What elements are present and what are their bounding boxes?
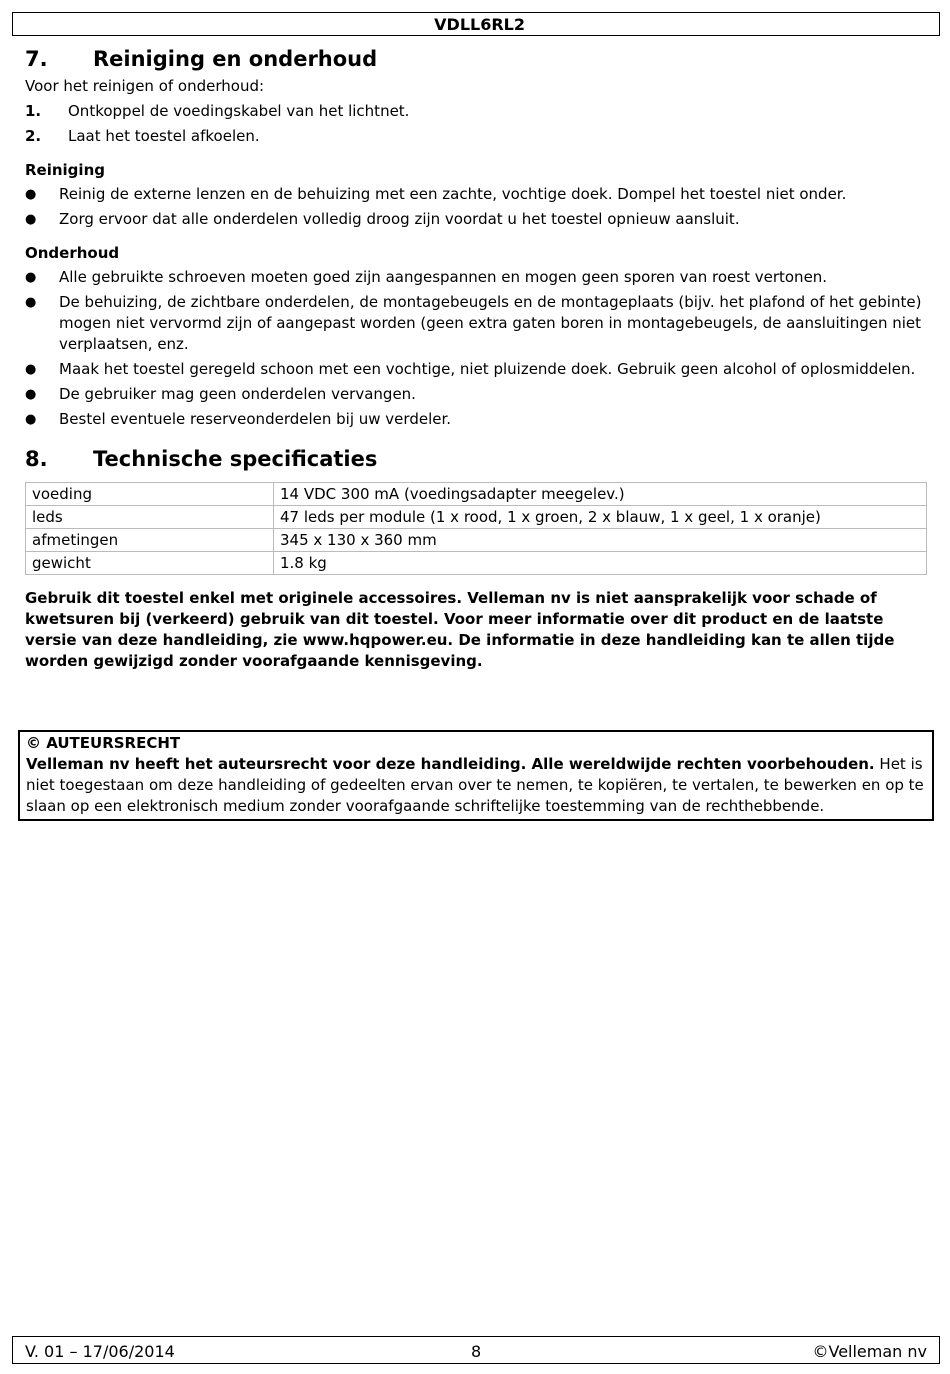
bullet-icon: ●	[25, 295, 37, 310]
table-row	[26, 506, 927, 529]
spec-key: gewicht	[26, 552, 274, 575]
spec-key: leds	[26, 506, 274, 529]
model-code: VDLL6RL2	[434, 15, 525, 34]
copyright-text: Het is niet toegestaan om deze handleiding of gedeelten ervan over te nemen, te kopiëren, te vertalen, te bewerken en op te slaan op een elektronisch medium zonder voorafgaande schriftelijke toestemming van de rechthebbende.	[26, 755, 924, 815]
bullet-text: Alle gebruikte schroeven moeten goed zijn aangespannen en mogen geen sporen van roest vertonen.	[59, 268, 828, 286]
list-item	[25, 126, 927, 147]
list-item	[25, 101, 927, 122]
copyright-heading: © AUTEURSRECHT	[26, 734, 181, 752]
list-item	[25, 409, 927, 430]
copyright-box	[18, 730, 934, 821]
table-row	[26, 483, 927, 506]
footer-company: ©Velleman nv	[812, 1342, 927, 1361]
spec-value: 345 x 130 x 360 mm	[274, 529, 927, 552]
maintenance-list	[25, 267, 927, 430]
step-text: Ontkoppel de voedingskabel van het lichtnet.	[68, 102, 410, 120]
bullet-text: Reinig de externe lenzen en de behuizing met een zachte, vochtige doek. Dompel het toestel niet onder.	[59, 185, 847, 203]
list-item	[25, 209, 927, 230]
spec-value: 1.8 kg	[274, 552, 927, 575]
list-item	[25, 292, 927, 355]
specs-table	[25, 482, 927, 575]
section-8-title	[25, 444, 927, 476]
bullet-text: De behuizing, de zichtbare onderdelen, de montagebeugels en de montageplaats (bijv. het plafond of het gebinte) mogen niet vervormd zijn of aangepast worden (geen extra gaten boren in montagebeugels, de aansluitingen niet verplaatsen, enz.	[59, 293, 922, 353]
page-content	[25, 44, 927, 687]
cleaning-list	[25, 184, 927, 230]
step-number: 1.	[25, 102, 42, 120]
table-row	[26, 529, 927, 552]
spec-value: 47 leds per module (1 x rood, 1 x groen, 2 x blauw, 1 x geel, 1 x oranje)	[274, 506, 927, 529]
step-text: Laat het toestel afkoelen.	[68, 127, 260, 145]
spec-value: 14 VDC 300 mA (voedingsadapter meegelev.)	[274, 483, 927, 506]
section-title: Reiniging en onderhoud	[93, 47, 378, 71]
page-footer	[12, 1336, 940, 1364]
list-item	[25, 267, 927, 288]
bullet-text: Maak het toestel geregeld schoon met een vochtige, niet pluizende doek. Gebruik geen alcohol of oplosmiddelen.	[59, 360, 916, 378]
steps-list	[25, 101, 927, 147]
list-item	[25, 184, 927, 205]
section-number: 8.	[25, 447, 48, 471]
copyright-bold-text: Velleman nv heeft het auteursrecht voor deze handleiding. Alle wereldwijde rechten voorbehouden.	[26, 755, 875, 773]
bullet-icon: ●	[25, 270, 37, 285]
bullet-icon: ●	[25, 412, 37, 427]
bullet-icon: ●	[25, 212, 37, 227]
intro-text: Voor het reinigen of onderhoud:	[25, 77, 265, 95]
section-number: 7.	[25, 47, 48, 71]
step-number: 2.	[25, 127, 42, 145]
table-row	[26, 552, 927, 575]
footer-page-number: 8	[471, 1342, 482, 1361]
bullet-icon: ●	[25, 387, 37, 402]
disclaimer-text: Gebruik dit toestel enkel met originele accessoires. Velleman nv is niet aansprakelijk voor schade of kwetsuren bij (verkeerd) gebruik van dit toestel. Voor meer informatie over dit product en de laatste versie van deze handleiding, zie www.hqpower.eu. De informatie in deze handleiding kan te allen tijde worden gewijzigd zonder voorafgaande kennisgeving.	[25, 589, 895, 670]
page-header	[12, 12, 940, 36]
list-item	[25, 359, 927, 380]
spec-key: afmetingen	[26, 529, 274, 552]
spec-key: voeding	[26, 483, 274, 506]
footer-version: V. 01 – 17/06/2014	[25, 1342, 175, 1361]
bullet-text: Bestel eventuele reserveonderdelen bij uw verdeler.	[59, 410, 452, 428]
maintenance-heading: Onderhoud	[25, 244, 120, 262]
copyright-body	[26, 754, 926, 817]
list-item	[25, 384, 927, 405]
bullet-text: De gebruiker mag geen onderdelen vervangen.	[59, 385, 416, 403]
bullet-icon: ●	[25, 187, 37, 202]
bullet-text: Zorg ervoor dat alle onderdelen volledig droog zijn voordat u het toestel opnieuw aansluit.	[59, 210, 740, 228]
bullet-icon: ●	[25, 362, 37, 377]
section-7-title	[25, 44, 927, 76]
section-title: Technische specificaties	[93, 447, 378, 471]
cleaning-heading: Reiniging	[25, 161, 105, 179]
